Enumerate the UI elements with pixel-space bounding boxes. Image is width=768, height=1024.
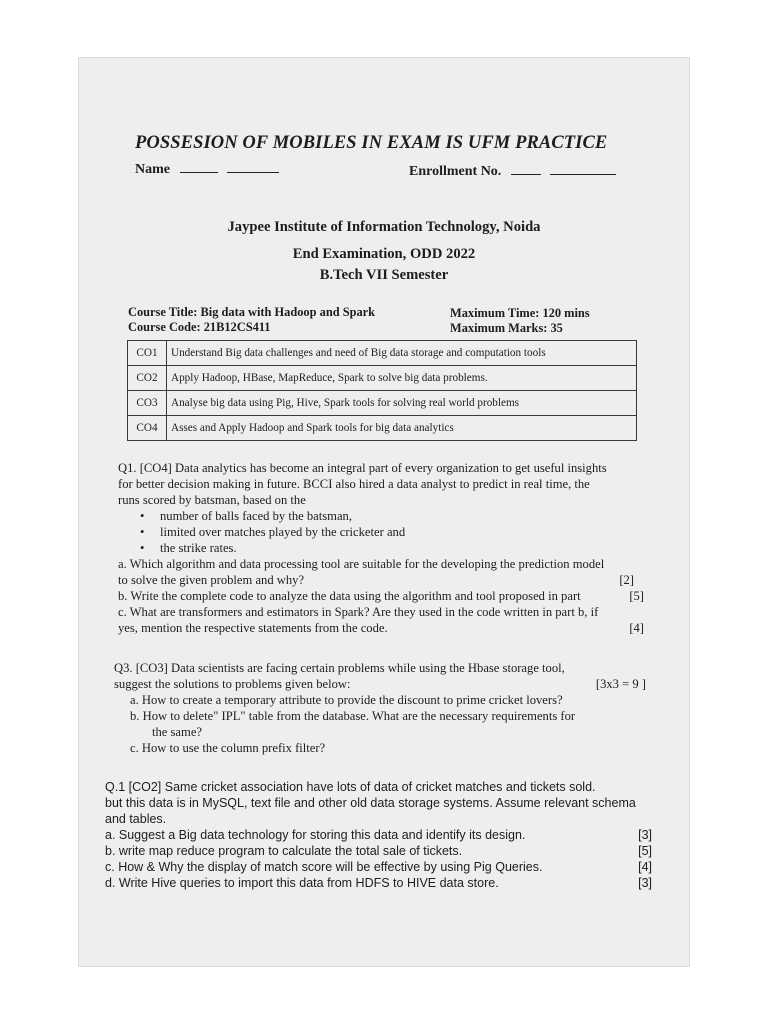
q3-part-b: b. How to delete" IPL" table from the database. What are the necessary requirements for — [130, 709, 576, 723]
q1-part-c-cont — [118, 620, 644, 636]
q4-part-text: c. How & Why the display of match score will be effective by using Pig Queries. — [105, 860, 543, 874]
course-code: Course Code: 21B12CS411 — [128, 320, 271, 334]
exam-name: End Examination, ODD 2022 — [292, 246, 476, 262]
q4-part — [105, 875, 652, 891]
table-row — [128, 391, 637, 416]
q4-part — [105, 843, 652, 859]
name-label: Name — [135, 162, 170, 177]
name-field — [135, 162, 279, 178]
course-outcomes-table — [127, 340, 637, 441]
name-blank-2 — [227, 171, 279, 173]
outcome-text: Apply Hadoop, HBase, MapReduce, Spark to solve big data problems. — [167, 366, 637, 391]
outcome-text: Asses and Apply Hadoop and Spark tools for big data analytics — [167, 416, 637, 441]
q1-intro-line: Q1. [CO4] Data analytics has become an integral part of every organization to get useful insights — [118, 461, 607, 475]
q1-part-b-text: b. Write the complete code to analyze the data using the algorithm and tool proposed in part — [118, 589, 581, 603]
q4-intro-line: but this data is in MySQL, text file and other old data storage systems. Assume relevant schema — [105, 796, 636, 810]
list-item: • limited over matches played by the cricketer and — [138, 524, 644, 540]
question-3 — [114, 660, 646, 756]
table-row — [128, 416, 637, 441]
outcome-code: CO3 — [128, 391, 167, 416]
q4-marks: [4] — [638, 860, 652, 874]
outcome-text: Understand Big data challenges and need of Big data storage and computation tools — [167, 341, 637, 366]
q1-part-a: a. Which algorithm and data processing tool are suitable for the developing the prediction model — [118, 557, 605, 571]
enrollment-field — [409, 164, 616, 180]
q4-marks: [3] — [638, 828, 652, 842]
max-time: Maximum Time: 120 mins — [450, 306, 590, 320]
q3-part-a: a. How to create a temporary attribute to provide the discount to prime cricket lovers? — [130, 693, 563, 707]
question-4 — [105, 779, 652, 891]
semester: B.Tech VII Semester — [319, 267, 449, 283]
q1-intro-line: for better decision making in future. BCCI also hired a data analyst to predict in real time, the — [118, 477, 590, 491]
table-row — [128, 366, 637, 391]
table-row — [128, 341, 637, 366]
enrollment-blank-2 — [550, 173, 616, 175]
max-marks: Maximum Marks: 35 — [450, 321, 563, 335]
enrollment-blank — [511, 173, 541, 175]
enrollment-label: Enrollment No. — [409, 164, 502, 179]
outcome-text: Analyse big data using Pig, Hive, Spark tools for solving real world problems — [167, 391, 637, 416]
q1-a-marks: [2] — [619, 573, 634, 587]
q4-part-text: b. write map reduce program to calculate the total sale of tickets. — [105, 844, 463, 858]
q3-intro-line: Q3. [CO3] Data scientists are facing certain problems while using the Hbase storage tool, — [114, 661, 565, 675]
q3-part-b-cont: the same? — [152, 725, 202, 739]
name-blank — [180, 171, 218, 173]
q3-part-c: c. How to use the column prefix filter? — [130, 741, 326, 755]
q1-part-a-text: to solve the given problem and why? — [118, 573, 305, 587]
q4-intro-line: Q.1 [CO2] Same cricket association have lots of data of cricket matches and tickets sold. — [105, 780, 596, 794]
list-item: • number of balls faced by the batsman, — [138, 508, 644, 524]
question-1 — [118, 460, 644, 636]
q1-c-marks: [4] — [629, 621, 644, 635]
institute-name: Jaypee Institute of Information Technology, Noida — [227, 219, 541, 235]
q1-part-c-text: yes, mention the respective statements from the code. — [118, 621, 388, 635]
outcome-code: CO1 — [128, 341, 167, 366]
q1-intro-line: runs scored by batsman, based on the — [118, 493, 306, 507]
ufm-warning: POSSESION OF MOBILES IN EXAM IS UFM PRACTICE — [135, 133, 608, 153]
q4-part-text: a. Suggest a Big data technology for storing this data and identify its design. — [105, 828, 526, 842]
q4-intro-line: and tables. — [105, 812, 167, 826]
q1-bullets — [138, 508, 644, 556]
q1-part-a-cont — [118, 572, 644, 588]
q3-intro-text: suggest the solutions to problems given below: — [114, 677, 351, 691]
outcome-code: CO2 — [128, 366, 167, 391]
course-title: Course Title: Big data with Hadoop and Spark — [128, 305, 376, 319]
q3-marks: [3x3 = 9 ] — [595, 677, 646, 691]
q4-part — [105, 827, 652, 843]
q1-part-c: c. What are transformers and estimators in Spark? Are they used in the code written in part b, if — [118, 605, 599, 619]
list-item: • the strike rates. — [138, 540, 644, 556]
q4-marks: [3] — [638, 876, 652, 890]
outcome-code: CO4 — [128, 416, 167, 441]
q3-intro-line-2 — [114, 676, 646, 692]
q1-b-marks: [5] — [629, 589, 644, 603]
q1-part-b — [118, 588, 644, 604]
q4-part-text: d. Write Hive queries to import this data from HDFS to HIVE data store. — [105, 876, 499, 890]
q4-part — [105, 859, 652, 875]
q4-marks: [5] — [638, 844, 652, 858]
